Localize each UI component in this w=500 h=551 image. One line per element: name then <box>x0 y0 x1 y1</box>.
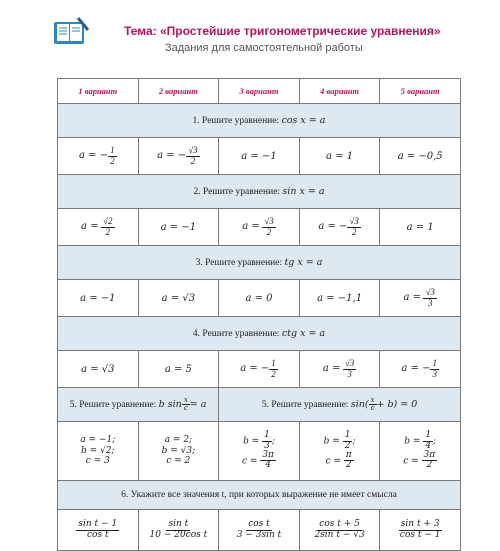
answer-cell: a = 1 <box>380 209 461 246</box>
task-2: 2. Решите уравнение: sin x = a <box>58 175 461 209</box>
answer-cell: a = 2; b = √3; c = 2 <box>138 422 219 481</box>
task-4-equation: ctg x = a <box>281 328 326 339</box>
answers-row-4 <box>58 351 461 388</box>
variant-1-header: 1 вариант <box>58 79 139 104</box>
answer-cell: a = 0 <box>219 280 300 317</box>
answer-cell: $\frac{\text{sin t}}{\text{10 − 20cos t}}$ <box>138 510 219 551</box>
task-4: 4. Решите уравнение: ctg x = a <box>58 317 461 351</box>
answer-cell: a = 5 <box>138 351 219 388</box>
header <box>0 0 500 70</box>
answers-row-6 <box>58 510 461 551</box>
answer-cell: $\frac{\text{cos t + 5}}{\text{2sin t − √3}}$ <box>299 510 380 551</box>
task-6: 6. Укажите все значения t, при которых выражение не имеет смысла <box>58 481 461 510</box>
answer-cell: a = −1 <box>219 138 300 175</box>
task-2-equation: sin x = a <box>282 186 325 197</box>
answer-cell: $\frac{\text{cos t}}{\text{3 − 3sin t}}$ <box>219 510 300 551</box>
answer-cell: a = − $\frac{√3}{2}$ <box>299 209 380 246</box>
task-5a: 5. Решите уравнение: b sin $\frac{x}{c}$ = a <box>58 388 219 422</box>
answer-cell: $\frac{\text{sin t + 3}}{\text{cos t − 1}}$ <box>380 510 461 551</box>
answer-cell: a = −1 <box>138 209 219 246</box>
task-1: 1. Решите уравнение: cos x = a <box>58 104 461 138</box>
answers-row-5 <box>58 422 461 481</box>
answer-cell: a = − $\frac{√3}{2}$ <box>138 138 219 175</box>
answer-cell: a = −0,5 <box>380 138 461 175</box>
answer-cell: a = 1 <box>299 138 380 175</box>
page-title: Тема: «Простейшие тригонометрические уравнения» <box>124 24 441 38</box>
variant-5-header: 5 вариант <box>380 79 461 104</box>
answer-cell: b = $\frac{1}{2}$ ; c = $\frac{\pi}{2}$ <box>299 422 380 481</box>
task-1-equation: cos x = a <box>281 115 326 126</box>
answers-row-1 <box>58 138 461 175</box>
variant-2-header: 2 вариант <box>138 79 219 104</box>
answer-cell: $\frac{\text{sin t − 1}}{\text{cos t}}$ <box>58 510 139 551</box>
variant-header-row <box>58 79 461 104</box>
answer-cell: a = − $\frac{1}{3}$ <box>380 351 461 388</box>
answer-cell: a = −1 <box>58 280 139 317</box>
answer-cell: a = −1; b = √2; c = 3 <box>58 422 139 481</box>
variant-4-header: 4 вариант <box>299 79 380 104</box>
task-3: 3. Решите уравнение: tg x = a <box>58 246 461 280</box>
answers-row-2 <box>58 209 461 246</box>
answer-cell: a = − $\frac{1}{2}$ <box>219 351 300 388</box>
answer-cell: a = $\frac{√3}{3}$ <box>299 351 380 388</box>
book-icon <box>52 16 90 48</box>
answers-row-3 <box>58 280 461 317</box>
answer-cell: a = √3 <box>138 280 219 317</box>
variant-3-header: 3 вариант <box>219 79 300 104</box>
answer-cell: b = $\frac{1}{4}$ ; c = $\frac{3\pi}{2}$ <box>380 422 461 481</box>
task-5b: 5. Решите уравнение: sin( $\frac{x}{c}$ + b) = 0 <box>219 388 461 422</box>
answer-cell: a = √3 <box>58 351 139 388</box>
answer-cell: a = − $\frac{1}{2}$ <box>58 138 139 175</box>
task-3-equation: tg x = a <box>284 257 323 268</box>
answer-cell: a = $\frac{√2}{2}$ <box>58 209 139 246</box>
answer-cell: a = $\frac{√3}{3}$ <box>380 280 461 317</box>
assignment-table <box>57 78 461 551</box>
answer-cell: a = $\frac{√3}{2}$ <box>219 209 300 246</box>
answer-cell: a = −1,1 <box>299 280 380 317</box>
page-subtitle: Задания для самостоятельной работы <box>165 42 363 54</box>
answer-cell: b = $\frac{1}{3}$ ; c = $\frac{3\pi}{4}$ <box>219 422 300 481</box>
